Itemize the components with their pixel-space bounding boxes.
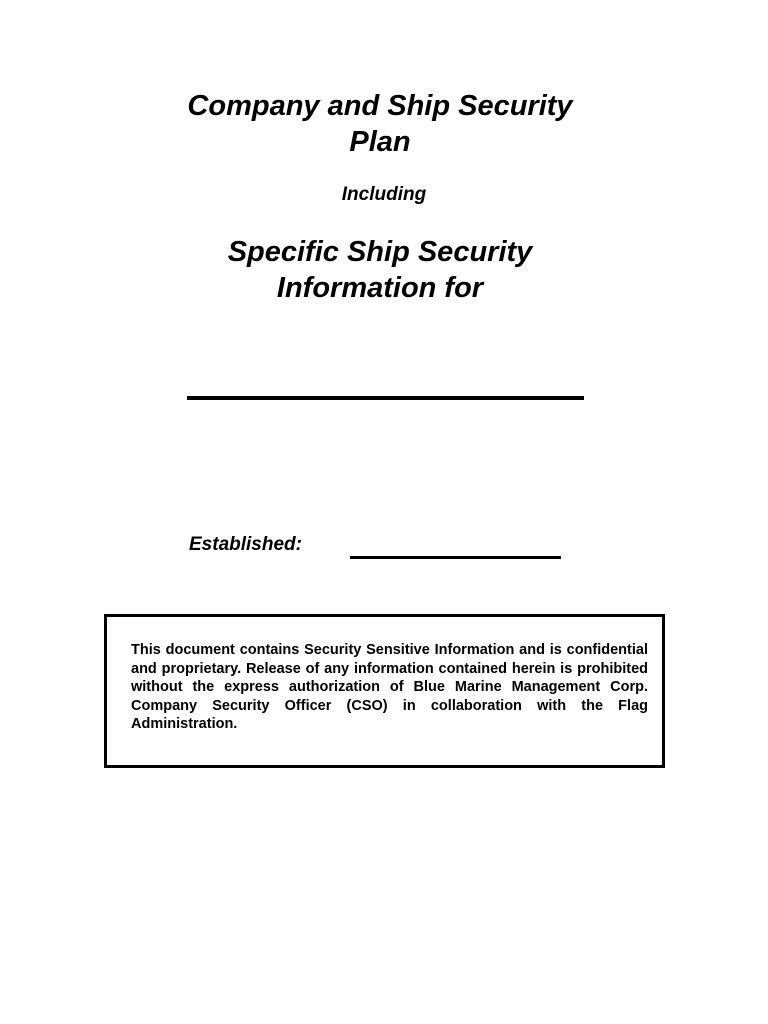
established-date-blank-line	[350, 556, 561, 559]
established-label: Established:	[189, 534, 302, 555]
specific-info-title: Specific Ship Security Information for	[227, 236, 533, 304]
confidentiality-notice-box	[104, 614, 665, 768]
document-subtitle: Including	[341, 184, 427, 205]
document-title: Company and Ship Security Plan	[187, 90, 573, 158]
ship-name-blank-line	[187, 396, 584, 400]
confidentiality-notice-text: This document contains Security Sensitive Information and is confidential and proprietary. Release of any information contained herein is prohibited without the express authorization of Blue Marine Management Corp. Company Security Officer (CSO) in collaboration with the Flag Administration.	[131, 642, 648, 732]
